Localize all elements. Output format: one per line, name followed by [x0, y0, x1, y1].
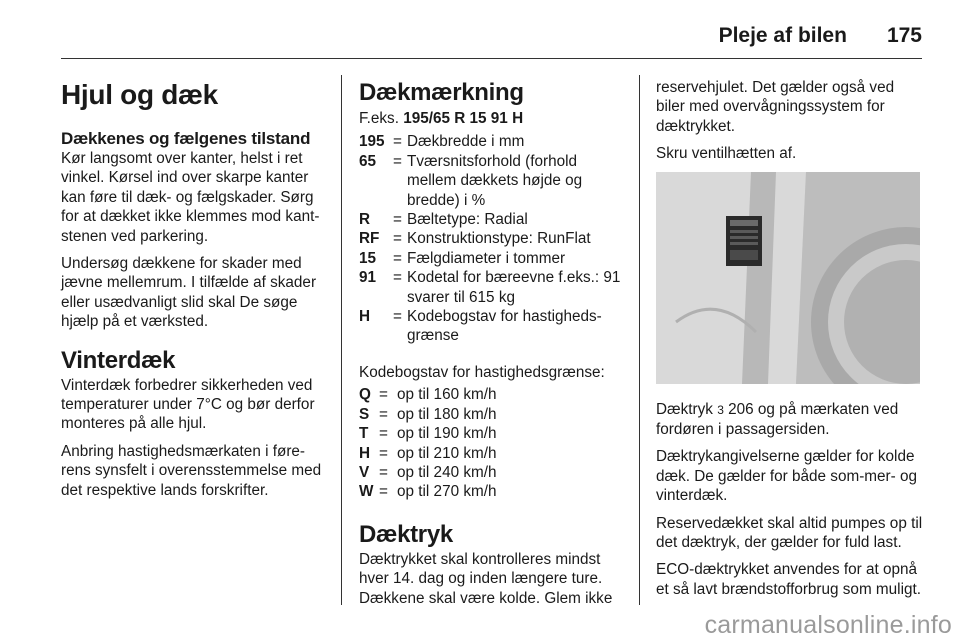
speed-desc: op til 190 km/h [397, 425, 497, 443]
speed-intro: Kodebogstav for hastighedsgrænse: [359, 363, 605, 381]
speed-key: Q [359, 386, 371, 404]
marking-desc: Bæltetype: Radial [407, 211, 528, 229]
marking-desc: Dækbredde i mm [407, 133, 525, 151]
equals-sign: = [379, 405, 388, 423]
section-heading-winter: Vinterdæk [61, 346, 176, 374]
speed-list [359, 385, 625, 501]
speed-desc: op til 270 km/h [397, 483, 497, 501]
example-line [359, 109, 625, 128]
marking-desc: Tværsnitsforhold (forhold mellem dækkets højde og bredde) i % [407, 152, 583, 209]
speed-desc: op til 210 km/h [397, 444, 497, 462]
tire-pressure-label-photo [656, 172, 920, 384]
column-divider-1 [341, 75, 342, 605]
door-pillar-illustration [656, 172, 920, 384]
equals-sign: = [379, 444, 388, 462]
column-1 [61, 78, 327, 508]
paragraph: Kør langsomt over kanter, helst i ret vinkel. Kørsel ind over skarpe kanter kan føre til dæk- og fælgskader. Sørg for at dækket ikke klemmes mod kant-stenen ved parkering. [61, 150, 320, 245]
equals-sign: = [393, 249, 402, 267]
example-code: 195/65 R 15 91 H [403, 110, 524, 127]
speed-key: V [359, 463, 370, 481]
marking-key: 91 [359, 269, 377, 287]
chapter-heading: Hjul og dæk [61, 79, 218, 110]
marking-key: 15 [359, 249, 377, 267]
header-divider [61, 58, 922, 59]
paragraph: Reservedækket skal altid pumpes op til det dæktryk, der gælder for fuld last. [656, 514, 923, 552]
equals-sign: = [379, 386, 388, 404]
ref-text-before: Dæktryk [656, 400, 713, 418]
marking-desc: Konstruktionstype: RunFlat [407, 230, 591, 248]
example-prefix: F.eks. [359, 110, 399, 127]
speed-key: H [359, 444, 371, 462]
paragraph: reservehjulet. Det gælder også ved biler med overvågningssystem for dæktrykket. [656, 79, 895, 135]
speed-desc: op til 180 km/h [397, 405, 497, 423]
column-3 [656, 78, 924, 607]
marking-key: H [359, 308, 371, 326]
paragraph: Dæktrykangivelserne gælder for kolde dæk. De gælder for både som-mer- og vinterdæk. [656, 448, 918, 505]
speed-desc: op til 240 km/h [397, 463, 497, 481]
marking-key: 195 [359, 133, 385, 151]
marking-desc: Kodebogstav for hastigheds-grænse [407, 308, 602, 345]
equals-sign: = [379, 425, 388, 443]
marking-key: RF [359, 230, 380, 248]
section-heading-condition: Dækkenes og fælgenes tilstand [61, 129, 311, 148]
paragraph: Skru ventilhætten af. [656, 145, 797, 163]
marking-desc: Fælgdiameter i tommer [407, 249, 566, 267]
paragraph: ECO-dæktrykket anvendes for at opnå et så lavt brændstofforbrug som muligt. [656, 561, 921, 598]
equals-sign: = [393, 308, 402, 326]
header-title: Pleje af bilen [718, 24, 847, 47]
equals-sign: = [393, 269, 402, 287]
ref-text-after: og på mærkaten ved fordøren i passagersiden. [656, 400, 899, 439]
equals-sign: = [393, 211, 402, 229]
marking-desc: Kodetal for bæreevne f.eks.: 91 svarer til 615 kg [407, 269, 621, 306]
ref-page-link[interactable]: 206 [728, 400, 754, 418]
equals-sign: = [393, 152, 402, 170]
page-header [719, 14, 922, 48]
section-heading-marking: Dækmærkning [359, 79, 524, 106]
page-number: 175 [886, 24, 922, 47]
speed-key: S [359, 405, 370, 423]
equals-sign: = [393, 133, 402, 151]
column-divider-2 [639, 75, 640, 605]
equals-sign: = [379, 463, 388, 481]
watermark: carmanualsonline.info [704, 611, 952, 639]
marking-key: R [359, 211, 371, 229]
paragraph: Anbring hastighedsmærkaten i føre-rens synsfelt i overensstemmelse med det respektive lands forskrifter. [61, 442, 322, 499]
page-ref-icon: 3 [717, 402, 724, 417]
equals-sign: = [393, 230, 402, 248]
column-2 [359, 78, 625, 616]
speed-desc: op til 160 km/h [397, 386, 497, 404]
paragraph: Undersøg dækkene for skader med jævne mellemrum. I tilfælde af skader eller usædvanligt slid skal De søge hjælp på et værksted. [61, 255, 317, 331]
equals-sign: = [379, 483, 388, 501]
paragraph: Dæktrykket skal kontrolleres mindst hver 14. dag og inden længere ture. Dækkene skal være kolde. Glem ikke [359, 550, 613, 607]
pressure-reference [656, 400, 924, 440]
paragraph: Vinterdæk forbedrer sikkerheden ved temperaturer under 7°C og bør derfor monteres på alle hjul. [61, 376, 315, 433]
speed-key: W [359, 483, 374, 501]
section-heading-pressure: Dæktryk [359, 520, 453, 548]
marking-key: 65 [359, 152, 377, 170]
speed-key: T [359, 425, 369, 443]
marking-list [359, 132, 625, 345]
